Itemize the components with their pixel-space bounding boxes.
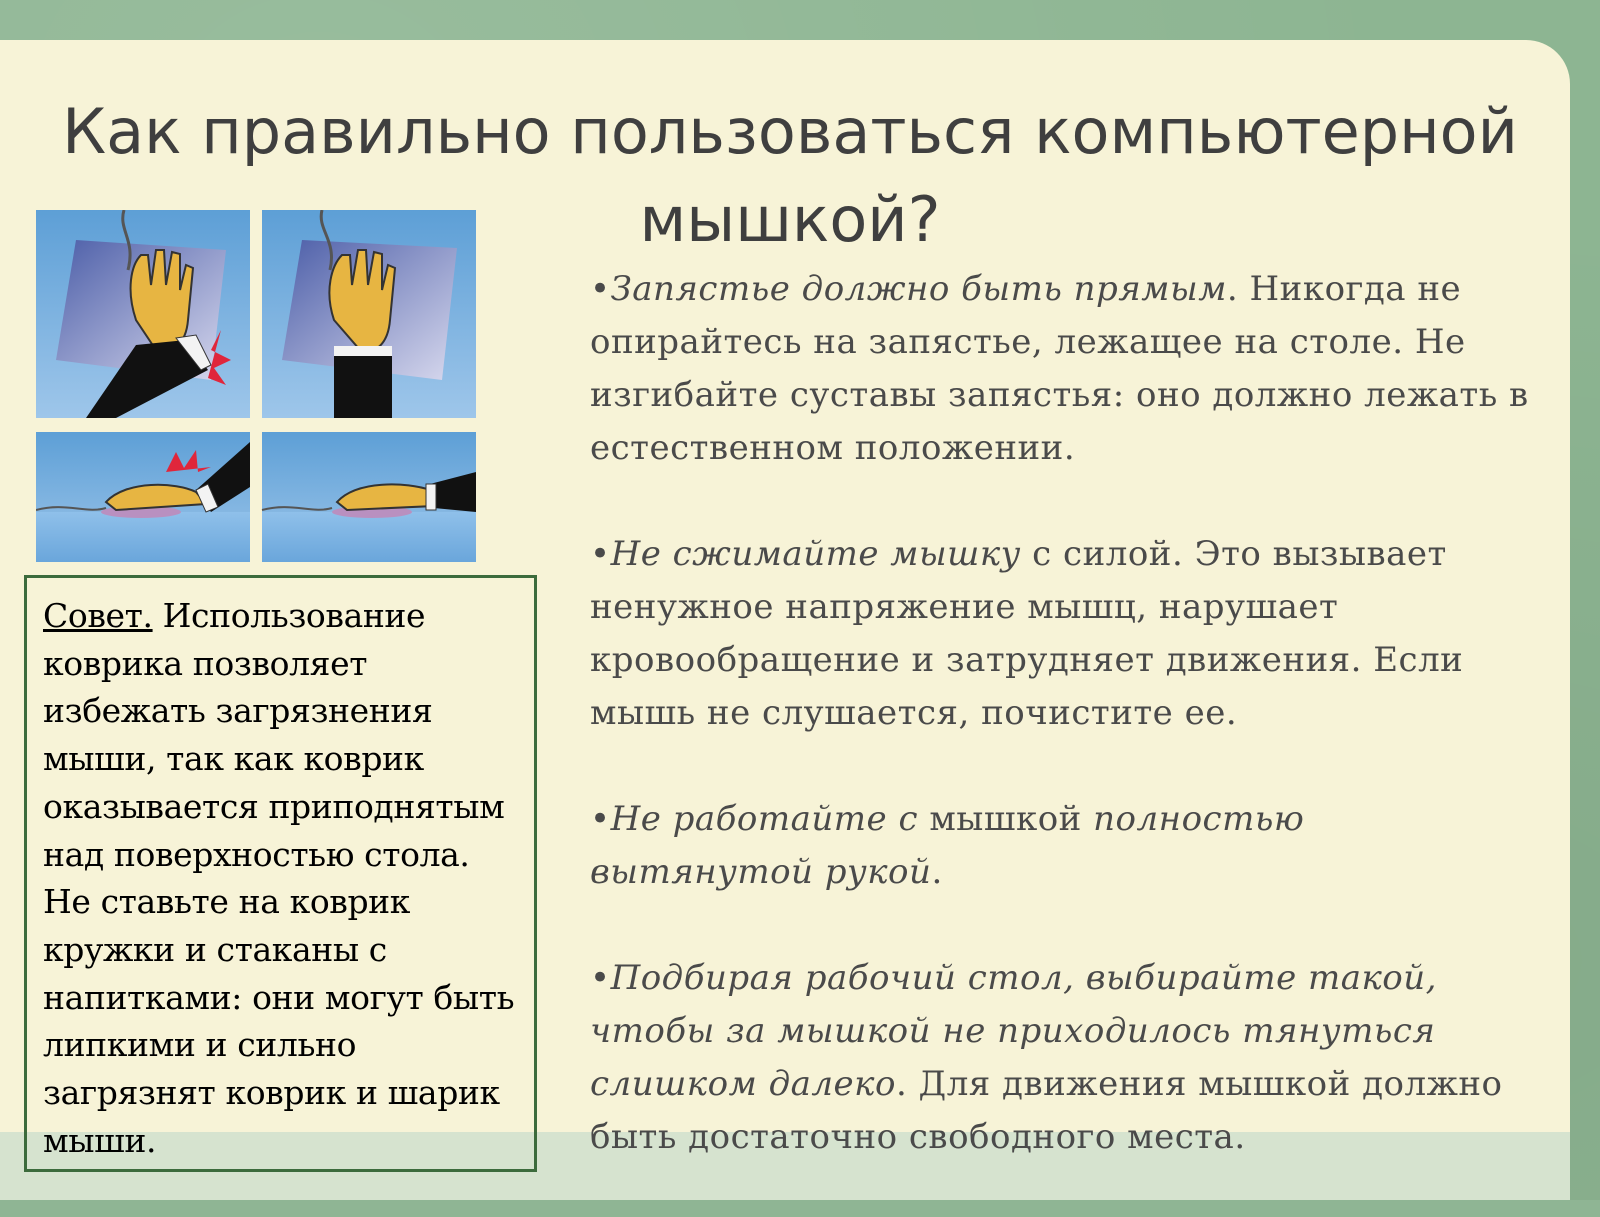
bullet: • <box>590 799 611 839</box>
advice-item-wrist <box>590 263 1535 475</box>
hand-on-mouse-wrist-straight-correct-icon <box>262 210 476 418</box>
tip-box <box>24 575 537 1172</box>
advice-emphasis: Не работайте с <box>610 799 919 839</box>
advice-text: мышкой <box>918 799 1094 839</box>
bullet: • <box>590 534 611 574</box>
hand-on-mouse-side-wrist-bent-wrong-icon <box>36 432 250 562</box>
advice-text: с силой. Это вызывает ненужное напряжение мышц, нарушает кровообращение и затрудняет движения. Если мышь не слушается, почистите ее. <box>590 534 1464 733</box>
advice-emphasis: Не сжимайте мышку <box>610 534 1021 574</box>
tip-label: Совет. <box>43 596 153 635</box>
advice-text: . Никогда не опирайтесь на запястье, лежащее на столе. Не изгибайте суставы запястья: оно должно лежать в естественном положении. <box>590 269 1529 468</box>
slide-title: Как правильно пользоваться компьютерной мышкой? <box>62 95 1518 256</box>
tip-text: Использование коврика позволяет избежать загрязнения мыши, так как коврик оказывается приподнятым над поверхностью стола. Не ставьте на коврик кружки и стаканы с напитками: они могут быть липкими и сильно загрязнят коврик и шарик мыши. <box>43 596 515 1160</box>
hand-on-mouse-side-wrist-straight-correct-icon <box>262 432 476 562</box>
bullet: • <box>590 958 611 998</box>
advice-text: . Для движения мышкой должно быть достаточно свободного места. <box>590 1064 1503 1157</box>
bullet: • <box>590 269 611 309</box>
advice-emphasis: Подбирая рабочий стол, выбирайте такой, чтобы за мышкой не приходилось тянуться слишком далеко <box>590 958 1437 1104</box>
hand-on-mouse-wrist-bent-wrong-icon <box>36 210 250 418</box>
advice-text: . <box>931 852 943 892</box>
advice-item-arm <box>590 793 1535 899</box>
advice-list <box>590 263 1535 1217</box>
advice-item-grip <box>590 528 1535 740</box>
advice-emphasis: Запястье должно быть прямым <box>610 269 1227 309</box>
mouse-posture-illustration <box>36 210 488 562</box>
advice-item-desk <box>590 952 1535 1164</box>
advice-emphasis: полностью вытянутой рукой <box>590 799 1305 892</box>
